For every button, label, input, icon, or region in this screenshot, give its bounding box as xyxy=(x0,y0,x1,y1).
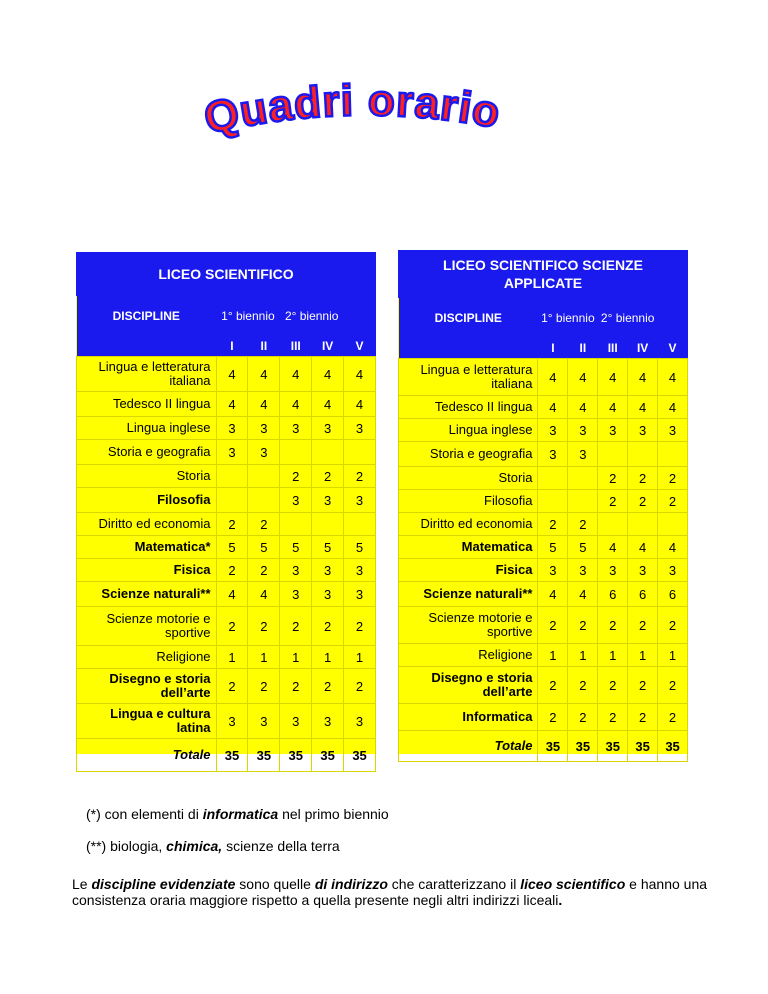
hours-cell: 4 xyxy=(568,582,598,607)
page-title xyxy=(200,82,570,152)
table-row xyxy=(77,536,376,559)
hours-cell: 3 xyxy=(344,704,376,739)
hours-cell xyxy=(658,442,688,467)
hours-cell: 4 xyxy=(216,357,248,392)
hours-cell: 1 xyxy=(538,644,568,667)
hours-cell: 4 xyxy=(568,396,598,419)
hours-cell: 35 xyxy=(280,739,312,772)
hours-cell: 2 xyxy=(598,467,628,490)
hours-cell: 2 xyxy=(598,667,628,704)
discipline-label: Storia xyxy=(399,467,538,490)
hours-cell: 2 xyxy=(344,669,376,704)
hours-cell: 3 xyxy=(312,559,344,582)
hours-cell: 2 xyxy=(568,607,598,644)
hours-cell: 4 xyxy=(628,359,658,396)
hours-cell: 3 xyxy=(248,440,280,465)
hours-cell: 3 xyxy=(312,417,344,440)
hours-cell: 4 xyxy=(598,396,628,419)
table-row xyxy=(399,359,688,396)
hours-cell: 2 xyxy=(628,490,658,513)
hours-cell: 2 xyxy=(312,669,344,704)
hours-cell: 2 xyxy=(568,513,598,536)
discipline-label: Fisica xyxy=(399,559,538,582)
hours-cell: 4 xyxy=(628,396,658,419)
hours-cell: 3 xyxy=(216,704,248,739)
hours-cell: 2 xyxy=(628,467,658,490)
hours-cell xyxy=(658,513,688,536)
hours-cell: 3 xyxy=(538,419,568,442)
table-row xyxy=(399,704,688,731)
hours-cell: 4 xyxy=(312,392,344,417)
table-row xyxy=(399,644,688,667)
table-row xyxy=(399,731,688,762)
hours-cell: 2 xyxy=(598,490,628,513)
hours-cell: 2 xyxy=(344,607,376,646)
discipline-label: Lingua inglese xyxy=(77,417,217,440)
hours-cell: 3 xyxy=(628,559,658,582)
hours-cell xyxy=(598,442,628,467)
hours-cell: 2 xyxy=(312,465,344,488)
hours-cell: 3 xyxy=(248,704,280,739)
table-row xyxy=(77,607,376,646)
hours-cell: 5 xyxy=(280,536,312,559)
hours-cell: 2 xyxy=(658,704,688,731)
table-row xyxy=(77,488,376,513)
discipline-label: Lingua e cultura latina xyxy=(77,704,217,739)
hours-cell: 3 xyxy=(344,582,376,607)
discipline-header: DISCIPLINE xyxy=(77,296,217,336)
table-row xyxy=(77,559,376,582)
discipline-label: Matematica xyxy=(399,536,538,559)
hours-cell: 35 xyxy=(658,731,688,762)
table-row xyxy=(77,669,376,704)
hours-cell: 3 xyxy=(248,417,280,440)
hours-cell xyxy=(248,488,280,513)
hours-cell: 3 xyxy=(658,559,688,582)
discipline-label: Lingua inglese xyxy=(399,419,538,442)
hours-cell: 2 xyxy=(568,667,598,704)
hours-cell: 5 xyxy=(538,536,568,559)
hours-cell: 2 xyxy=(568,704,598,731)
hours-cell: 1 xyxy=(248,646,280,669)
hours-table xyxy=(398,298,688,762)
hours-cell: 2 xyxy=(658,490,688,513)
discipline-label: Diritto ed economia xyxy=(399,513,538,536)
discipline-label: Disegno e storia dell’arte xyxy=(399,667,538,704)
hours-cell: 3 xyxy=(538,559,568,582)
hours-cell: 1 xyxy=(344,646,376,669)
hours-cell: 3 xyxy=(312,704,344,739)
hours-cell: 35 xyxy=(538,731,568,762)
hours-table xyxy=(76,296,376,772)
column-group-row xyxy=(77,296,376,336)
hours-cell: 4 xyxy=(344,357,376,392)
hours-cell xyxy=(568,467,598,490)
hours-cell: 3 xyxy=(280,488,312,513)
discipline-label: Lingua e letteratura italiana xyxy=(399,359,538,396)
hours-cell: 2 xyxy=(344,465,376,488)
hours-cell: 2 xyxy=(628,667,658,704)
hours-cell: 4 xyxy=(538,396,568,419)
hours-cell: 1 xyxy=(628,644,658,667)
hours-cell: 4 xyxy=(344,392,376,417)
year-row-spacer xyxy=(77,336,217,357)
discipline-label: Filosofia xyxy=(77,488,217,513)
hours-cell: 4 xyxy=(216,582,248,607)
hours-cell: 6 xyxy=(628,582,658,607)
hours-cell: 35 xyxy=(248,739,280,772)
year-row-spacer xyxy=(399,338,538,359)
hours-cell xyxy=(538,467,568,490)
hours-cell: 4 xyxy=(538,582,568,607)
hours-cell xyxy=(598,513,628,536)
hours-cell: 4 xyxy=(280,357,312,392)
hours-cell: 2 xyxy=(280,607,312,646)
table-row xyxy=(77,417,376,440)
biennio1-header: 1° biennio xyxy=(538,298,598,338)
table-row xyxy=(399,536,688,559)
hours-cell: 3 xyxy=(280,704,312,739)
hours-cell: 3 xyxy=(658,419,688,442)
hours-cell xyxy=(216,488,248,513)
hours-cell: 2 xyxy=(598,704,628,731)
hours-cell: 4 xyxy=(248,392,280,417)
table-liceo-scienze-applicate xyxy=(398,250,688,754)
hours-cell: 2 xyxy=(658,467,688,490)
hours-cell: 4 xyxy=(658,536,688,559)
discipline-label: Religione xyxy=(399,644,538,667)
year-header: III xyxy=(280,336,312,357)
hours-cell: 4 xyxy=(598,536,628,559)
table-title: LICEO SCIENTIFICO SCIENZE APPLICATE xyxy=(443,257,643,291)
hours-cell: 5 xyxy=(216,536,248,559)
hours-cell: 4 xyxy=(538,359,568,396)
table-row xyxy=(77,739,376,772)
hours-cell: 35 xyxy=(628,731,658,762)
hours-cell xyxy=(312,440,344,465)
hours-cell xyxy=(216,465,248,488)
column-group-row xyxy=(399,298,688,338)
year-header: IV xyxy=(312,336,344,357)
table-row xyxy=(399,442,688,467)
hours-cell xyxy=(568,490,598,513)
discipline-label: Matematica* xyxy=(77,536,217,559)
hours-cell: 4 xyxy=(280,392,312,417)
discipline-label: Storia xyxy=(77,465,217,488)
table-row xyxy=(399,467,688,490)
empty-header xyxy=(658,298,688,338)
hours-cell: 6 xyxy=(658,582,688,607)
hours-cell: 3 xyxy=(598,559,628,582)
hours-cell: 1 xyxy=(658,644,688,667)
hours-cell: 2 xyxy=(216,669,248,704)
hours-cell: 3 xyxy=(280,582,312,607)
year-header: I xyxy=(216,336,248,357)
hours-cell: 4 xyxy=(658,396,688,419)
hours-cell: 2 xyxy=(538,607,568,644)
svg-text:Quadri orario xyxy=(200,82,504,144)
discipline-label: Totale xyxy=(399,731,538,762)
hours-cell: 2 xyxy=(312,607,344,646)
table-row xyxy=(77,465,376,488)
hours-cell: 2 xyxy=(628,607,658,644)
table-liceo-scientifico xyxy=(76,252,376,763)
hours-cell xyxy=(344,440,376,465)
table-row xyxy=(399,607,688,644)
hours-cell: 2 xyxy=(248,513,280,536)
hours-cell: 35 xyxy=(344,739,376,772)
discipline-label: Scienze motorie e sportive xyxy=(77,607,217,646)
year-row xyxy=(399,338,688,359)
hours-cell: 1 xyxy=(568,644,598,667)
hours-cell: 2 xyxy=(216,607,248,646)
table-row xyxy=(77,704,376,739)
table-row xyxy=(77,513,376,536)
hours-cell: 4 xyxy=(216,392,248,417)
table-header xyxy=(398,250,688,298)
hours-cell: 3 xyxy=(598,419,628,442)
year-header: V xyxy=(658,338,688,359)
table-row xyxy=(399,396,688,419)
discipline-label: Diritto ed economia xyxy=(77,513,217,536)
hours-cell: 1 xyxy=(312,646,344,669)
hours-cell: 35 xyxy=(312,739,344,772)
hours-cell: 3 xyxy=(280,559,312,582)
table-row xyxy=(77,357,376,392)
hours-cell: 35 xyxy=(568,731,598,762)
year-header: II xyxy=(248,336,280,357)
hours-cell xyxy=(628,513,658,536)
discipline-label: Scienze motorie e sportive xyxy=(399,607,538,644)
discipline-label: Totale xyxy=(77,739,217,772)
hours-cell: 3 xyxy=(216,417,248,440)
hours-cell: 1 xyxy=(216,646,248,669)
note-scienze: (**) biologia, chimica, scienze della terra xyxy=(86,838,340,854)
year-row xyxy=(77,336,376,357)
table-row xyxy=(399,559,688,582)
hours-cell: 6 xyxy=(598,582,628,607)
hours-cell: 3 xyxy=(568,559,598,582)
year-header: V xyxy=(344,336,376,357)
hours-cell xyxy=(538,490,568,513)
discipline-label: Storia e geografia xyxy=(77,440,217,465)
discipline-label: Fisica xyxy=(77,559,217,582)
hours-cell: 1 xyxy=(280,646,312,669)
hours-cell xyxy=(280,513,312,536)
hours-cell: 2 xyxy=(248,607,280,646)
hours-cell: 3 xyxy=(568,442,598,467)
hours-cell: 5 xyxy=(248,536,280,559)
year-header: I xyxy=(538,338,568,359)
hours-cell: 3 xyxy=(628,419,658,442)
hours-cell: 4 xyxy=(312,357,344,392)
hours-cell: 1 xyxy=(598,644,628,667)
hours-cell: 3 xyxy=(312,582,344,607)
hours-cell: 2 xyxy=(248,669,280,704)
year-header: IV xyxy=(628,338,658,359)
hours-cell: 3 xyxy=(568,419,598,442)
hours-cell xyxy=(344,513,376,536)
hours-cell: 2 xyxy=(598,607,628,644)
hours-cell: 2 xyxy=(538,667,568,704)
discipline-label: Lingua e letteratura italiana xyxy=(77,357,217,392)
discipline-label: Scienze naturali** xyxy=(77,582,217,607)
hours-cell: 5 xyxy=(344,536,376,559)
hours-cell xyxy=(280,440,312,465)
hours-cell: 2 xyxy=(216,559,248,582)
discipline-label: Disegno e storia dell’arte xyxy=(77,669,217,704)
discipline-label: Tedesco II lingua xyxy=(399,396,538,419)
biennio2-header: 2° biennio xyxy=(598,298,658,338)
table-header xyxy=(76,252,376,296)
hours-cell: 2 xyxy=(628,704,658,731)
table-row xyxy=(77,392,376,417)
hours-cell: 3 xyxy=(538,442,568,467)
table-row xyxy=(399,490,688,513)
discipline-label: Filosofia xyxy=(399,490,538,513)
discipline-label: Tedesco II lingua xyxy=(77,392,217,417)
hours-cell: 2 xyxy=(538,704,568,731)
footer-paragraph: Le discipline evidenziate sono quelle di indirizzo che caratterizzano il liceo scientifico e hanno una consistenza oraria maggiore rispetto a quella presente negli altri indirizzi liceali. xyxy=(72,876,708,908)
year-header: II xyxy=(568,338,598,359)
discipline-label: Religione xyxy=(77,646,217,669)
hours-cell: 2 xyxy=(538,513,568,536)
hours-cell: 5 xyxy=(568,536,598,559)
hours-cell: 3 xyxy=(344,417,376,440)
hours-cell: 4 xyxy=(248,357,280,392)
hours-cell: 3 xyxy=(312,488,344,513)
hours-cell: 2 xyxy=(216,513,248,536)
hours-cell xyxy=(312,513,344,536)
hours-cell: 4 xyxy=(598,359,628,396)
hours-cell: 4 xyxy=(658,359,688,396)
table-row xyxy=(399,582,688,607)
hours-cell xyxy=(628,442,658,467)
table-row xyxy=(77,646,376,669)
biennio1-header: 1° biennio xyxy=(216,296,280,336)
hours-cell: 5 xyxy=(312,536,344,559)
hours-cell: 4 xyxy=(568,359,598,396)
hours-cell: 2 xyxy=(658,607,688,644)
hours-cell: 35 xyxy=(216,739,248,772)
table-row xyxy=(399,667,688,704)
note-informatica: (*) con elementi di informatica nel primo biennio xyxy=(86,806,389,822)
table-row xyxy=(399,513,688,536)
hours-cell: 2 xyxy=(280,465,312,488)
discipline-label: Scienze naturali** xyxy=(399,582,538,607)
hours-cell: 2 xyxy=(658,667,688,704)
hours-cell: 4 xyxy=(628,536,658,559)
hours-cell: 2 xyxy=(280,669,312,704)
hours-cell: 4 xyxy=(248,582,280,607)
discipline-label: Informatica xyxy=(399,704,538,731)
empty-header xyxy=(344,296,376,336)
discipline-header: DISCIPLINE xyxy=(399,298,538,338)
hours-cell xyxy=(248,465,280,488)
hours-cell: 3 xyxy=(344,488,376,513)
year-header: III xyxy=(598,338,628,359)
hours-cell: 3 xyxy=(216,440,248,465)
discipline-label: Storia e geografia xyxy=(399,442,538,467)
page-title-text: Quadri orario xyxy=(200,82,505,144)
hours-cell: 3 xyxy=(280,417,312,440)
biennio2-header: 2° biennio xyxy=(280,296,344,336)
hours-cell: 2 xyxy=(248,559,280,582)
table-row xyxy=(77,440,376,465)
table-row xyxy=(77,582,376,607)
hours-cell: 3 xyxy=(344,559,376,582)
table-row xyxy=(399,419,688,442)
table-title: LICEO SCIENTIFICO xyxy=(158,266,294,282)
hours-cell: 35 xyxy=(598,731,628,762)
